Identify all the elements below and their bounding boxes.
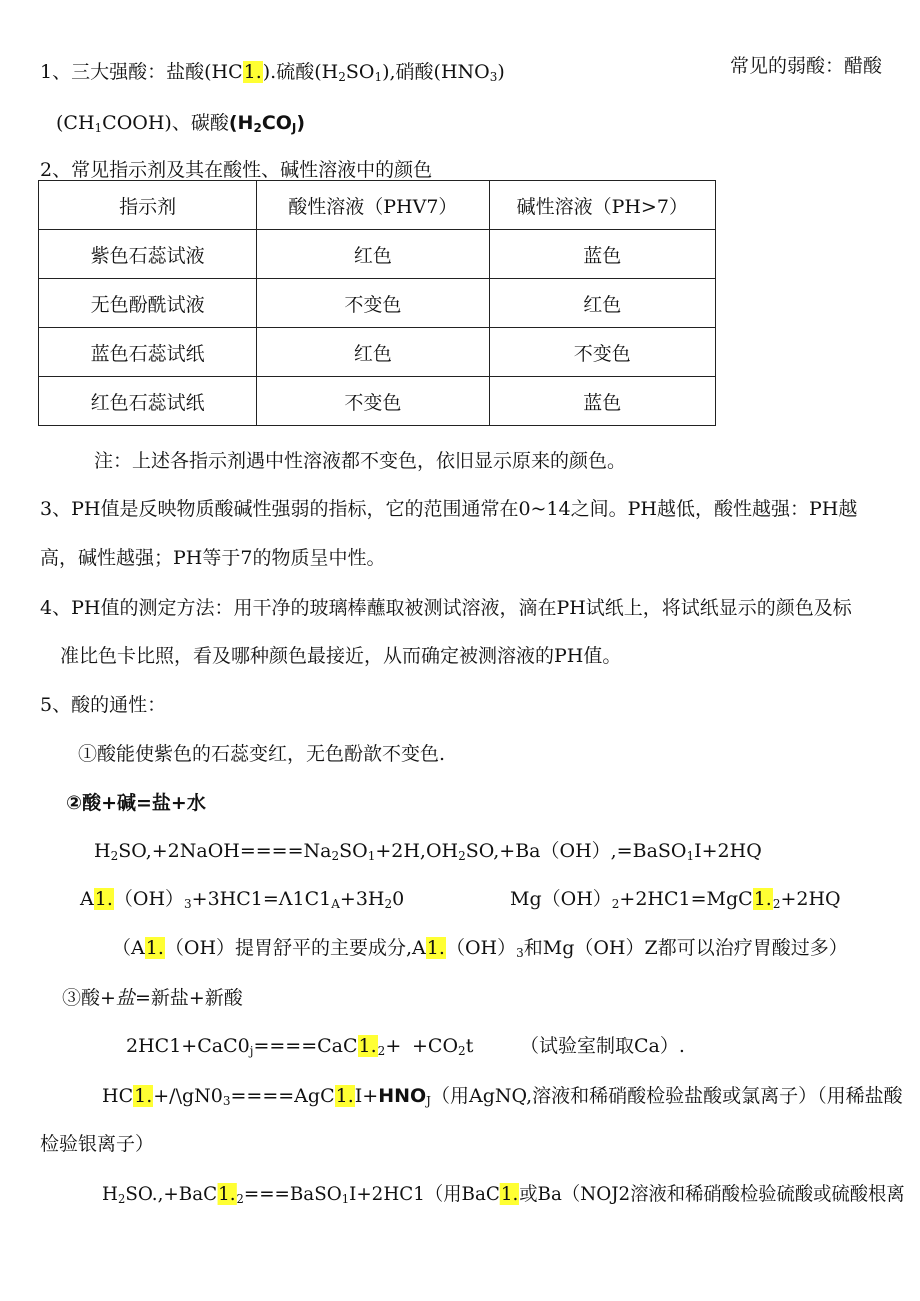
- highlight-mark: 1.: [500, 1183, 519, 1205]
- table-cell: 不变色: [257, 377, 489, 426]
- section-5-title: 5、酸的通性：: [40, 694, 167, 716]
- equation-4: $2HC1+CaC0_j====CaC1._2+$: [126, 1035, 402, 1058]
- table-cell: 无色酚酰试液: [39, 279, 257, 328]
- equation-1: $H_2SO,+2NaOH====Na_2SO_1+2H,OH_2SO,+Ba(OH),=BaSO_1I+2HQ$: [94, 840, 762, 863]
- indicator-note: 注：上述各指示剂遇中性溶液都不变色，依旧显示原来的颜色。: [94, 450, 627, 472]
- section-1-line-1: 1、三大强酸：盐酸(HC1.).硫酸$(H_2SO_1)$,硝酸$(HNO_3)$: [40, 61, 505, 84]
- equation-3: $Mg(OH)_2+2HC1=MgC1._2+2HQ$: [510, 888, 841, 911]
- table-header-row: [39, 181, 716, 230]
- antacid-note: （A1.（OH）提胃舒平的主要成分$,A1.(OH)_3$和Mg（OH）Z都可以治疗胃酸过多）: [112, 937, 848, 960]
- equation-5-line-2: 检验银离子）: [40, 1133, 155, 1155]
- table-header: 指示剂: [39, 181, 257, 230]
- highlight-mark: 1.: [134, 1085, 153, 1107]
- acid-property-1: ①酸能使紫色的石蕊变红，无色酚歆不变色.: [78, 743, 446, 765]
- table-cell: 不变色: [257, 279, 489, 328]
- highlight-mark: 1.: [358, 1035, 377, 1057]
- section-2-title: 2、常见指示剂及其在酸性、碱性溶液中的颜色: [40, 159, 433, 181]
- table-cell: 不变色: [489, 328, 715, 377]
- section-4-line-1: 4、PH值的测定方法：用干净的玻璃棒蘸取被测试溶液，滴在PH试纸上，将试纸显示的颜色及标: [40, 597, 852, 619]
- table-row: [39, 230, 716, 279]
- table-cell: 红色石蕊试纸: [39, 377, 257, 426]
- indicator-table: [38, 180, 716, 426]
- equation-2: $A1.(OH)_3+3HC1=\Lambda 1C1_A+3H_20$: [80, 888, 405, 911]
- equation-6: $H_2SO.,+BaC1._2===BaSO_1I+2HC1$（用BaC1.或Ba（NOJ2溶液和稀硝酸检验硫酸或硫酸根离: [102, 1183, 905, 1206]
- table-cell: 紫色石蕊试液: [39, 230, 257, 279]
- section-4-line-2: 准比色卡比照，看及哪种颜色最接近，从而确定被测溶液的PH值。: [60, 645, 622, 667]
- acid-property-3: ③酸+盐=新盐+新酸: [62, 987, 243, 1009]
- highlight-mark: 1.: [335, 1085, 354, 1107]
- highlight-mark: 1.: [145, 937, 164, 959]
- table-cell: 红色: [257, 230, 489, 279]
- table-row: [39, 377, 716, 426]
- highlight-mark: 1.: [94, 888, 113, 910]
- section-number: 1: [40, 61, 53, 83]
- table-cell: 蓝色石蕊试纸: [39, 328, 257, 377]
- equation-4-gas: $+CO_2t$: [412, 1035, 474, 1058]
- highlight-mark: 1.: [753, 888, 772, 910]
- table-cell: 红色: [489, 279, 715, 328]
- equation-4-note: （试验室制取Ca）.: [520, 1035, 685, 1057]
- table-cell: 蓝色: [489, 377, 715, 426]
- table-row: [39, 328, 716, 377]
- highlight-mark: 1.: [218, 1183, 236, 1205]
- section-3-line-1: 3、PH值是反映物质酸碱性强弱的指标，它的范围通常在0~14之间。PH越低，酸性越强：PH越: [40, 498, 858, 520]
- table-row: [39, 279, 716, 328]
- acid-property-2: ②酸+碱=盐+水: [66, 792, 206, 814]
- table-header: 酸性溶液（PHV7）: [257, 181, 489, 230]
- highlight-mark: 1.: [426, 937, 445, 959]
- equation-5: $HC1.+/\backslash gN0_3====AgC1.I+HNO_J$（用AgNQ,溶液和稀硝酸检验盐酸或氯离子）（用稀盐酸: [102, 1085, 903, 1108]
- section-3-line-2: 高，碱性越强；PH等于7的物质呈中性。: [40, 547, 386, 569]
- table-cell: 红色: [257, 328, 489, 377]
- section-1-line-2: $(CH_1COOH)$、碳酸$(H_2CO_J)$: [56, 112, 306, 135]
- table-header: 碱性溶液（PH>7）: [489, 181, 715, 230]
- table-cell: 蓝色: [489, 230, 715, 279]
- highlight-mark: 1.: [243, 61, 262, 83]
- weak-acid-label: 常见的弱酸：醋酸: [729, 55, 882, 77]
